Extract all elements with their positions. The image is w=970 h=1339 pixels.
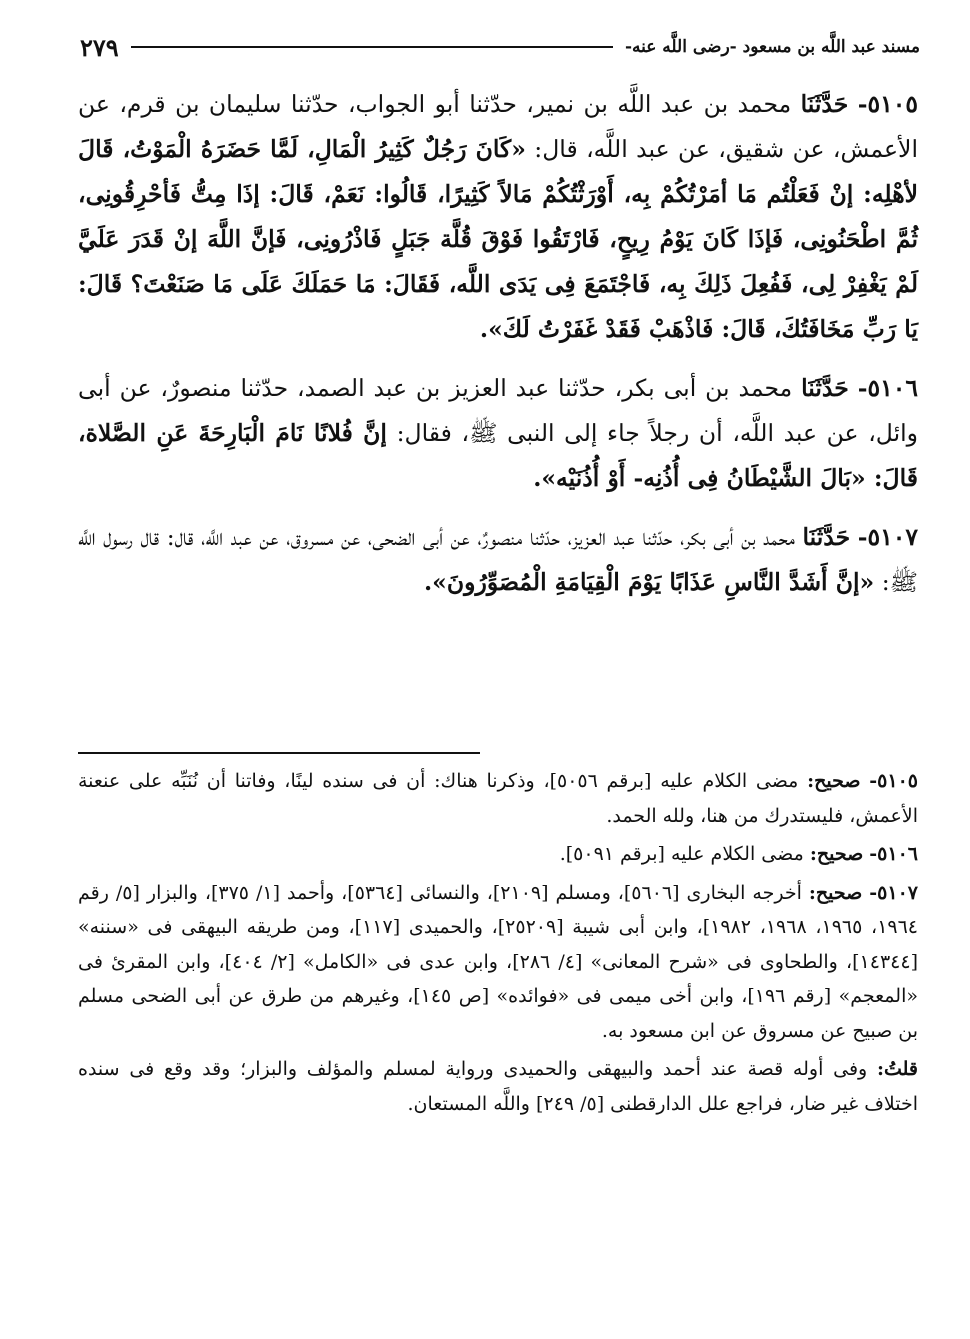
footnote-grade: صحيح: bbox=[807, 770, 861, 792]
footnotes bbox=[78, 764, 918, 1125]
hadith-body bbox=[78, 82, 918, 619]
page-number: ٢٧٩ bbox=[80, 32, 119, 62]
footnote-qult bbox=[78, 1052, 918, 1121]
footnote-5106 bbox=[78, 837, 918, 872]
footnote-number: ٥١٠٦- bbox=[869, 843, 918, 865]
footnote-text: وفى أوله قصة عند أحمد والبيهقى والحميدى ورواية لمسلم والمؤلف والبزار؛ وقد وقع فى سنده اختلاف غير ضار، فراجع علل الدارقطنى [٥/ ٢٤٩] واللَّه المستعان. bbox=[78, 1058, 918, 1115]
footnote-text: مضى الكلام عليه [برقم ٥٠٥٦]، وذكرنا هناك: أن فى سنده لينًا، وفاتنا أن نُنَبِّه على عنعنة الأعمش، فليستدرك من هنا، ولله الحمد. bbox=[78, 770, 918, 827]
hadith-number: ٥١٠٥- bbox=[857, 90, 918, 118]
haddathana: حَدَّثَنَا bbox=[801, 374, 849, 402]
isnad: محمد بن عبد اللَّه بن نمير، حدّثنا أبو الجواب، حدّثنا سليمان بن قرم، عن الأعمش، عن شقيق، عن عبد اللَّه، قال: bbox=[78, 90, 918, 163]
footnote-text: أخرجه البخارى [٥٦٠٦]، ومسلم [٢١٠٩]، والنسائى [٥٣٦٤]، وأحمد [١/ ٣٧٥]، والبزار [٥/ رقم ١٩٦٤، ١٩٦٥، ١٩٦٨، ١٩٨٢]، وابن أبى شيبة [٢٥٢٠٩]، والحميدى [١١٧]، ومن طريقه البيهقى فى «سننه» [١٤٣٤٤]، والطحاوى فى «شرح المعانى» [٤/ ٢٨٦]، وابن عدى فى «الكامل» [٢/ ٤٠٤]، وابن المقرئ فى «المعجم» [رقم ١٩٦]، وابن أخى ميمى فى «فوائده» [ص ١٤٥]، وغيرهم من طرق عن أبى الضحى مسلم بن صبيح عن مسروق عن ابن مسعود به. bbox=[78, 881, 919, 1042]
running-header bbox=[80, 34, 920, 60]
isnad: محمد بن أبى بكر، حدّثنا عبد العزيز بن عبد الصمد، حدّثنا منصورٌ، عن أبى وائل، عن عبد اللَّه، أن رجلاً جاء إلى النبى ﷺ، فقال: bbox=[78, 374, 918, 447]
isnad: محمد بن أبى بكر، حدّثنا عبد العزيز، حدّثنا منصورٌ، عن أبى الضحى، عن مسروق، عن عبد اللَّه، قال: قال رسول اللَّه ﷺ: bbox=[78, 523, 918, 596]
hadith-number: ٥١٠٦- bbox=[857, 374, 918, 402]
header-title: مسند عبد اللَّه بن مسعود -رضى اللَّه عنه- bbox=[624, 37, 920, 57]
footnote-number: ٥١٠٥- bbox=[869, 770, 918, 792]
footnote-separator bbox=[78, 752, 480, 754]
footnote-number: ٥١٠٧- bbox=[869, 881, 918, 904]
footnote-text: مضى الكلام عليه [برقم ٥٠٩١]. bbox=[559, 843, 804, 865]
hadith-number: ٥١٠٧- bbox=[857, 523, 918, 551]
hadith-5106 bbox=[78, 366, 918, 501]
footnote-5107 bbox=[78, 876, 918, 1049]
matn: «كَانَ رَجُلٌ كَثِيرُ الْمَالِ، لَمَّا حَضَرَهُ الْمَوْتُ، قَالَ لأهْلِه: إنْ فَعَلْتُم مَا أمَرْتُكُمْ بِه، أَوْرَثْتُكُمْ مَالاً كَثِيرًا، قَالُوا: نَعَمْ، قَالَ: إذَا مِتُّ فَأحْرِقُونِى، ثُمَّ اطْحَنُونِى، فَإذَا كَانَ يَوْمُ رِيحٍ، فَارْتَقُوا فَوْقَ قُلَّة جَبَلٍ فَاذْرُونِى، فَإنَّ اللَّهَ إنْ قَدَرَ عَلَيَّ لَمْ يَغْفِرْ لِى، فَفُعِلَ ذَلِكَ بِه، فَاجْتَمَعَ فِى يَدَى اللَّه، فَقَالَ: مَا حَمَلَكَ عَلَى مَا صَنَعْتَ؟ قَالَ: يَا رَبِّ مَخَافَتُكَ، قَالَ: فَاذْهَبْ فَقَدْ غَفَرْتُ لَكَ». bbox=[78, 135, 918, 343]
footnote-grade: صحيح: bbox=[808, 881, 863, 904]
haddathana: حَدَّثَنَا bbox=[802, 523, 851, 551]
matn: إنَّ فُلانًا نَامَ الْبَارِحَةَ عَنِ الصَّلاة، قَالَ: «بَالَ الشَّيْطَانُ فِى أُذُنِه- أَوْ أُذُنَيْه». bbox=[78, 419, 918, 492]
footnote-qult-label: قلتُ: bbox=[876, 1058, 918, 1080]
header-rule bbox=[131, 46, 613, 48]
hadith-5107 bbox=[78, 515, 918, 605]
footnote-grade: صحيح: bbox=[809, 843, 864, 865]
haddathana: حَدَّثَنَا bbox=[800, 90, 849, 118]
hadith-5105 bbox=[78, 82, 918, 352]
matn: «إنَّ أَشَدَّ النَّاسِ عَذَابًا يَوْمَ الْقِيَامَةِ الْمُصَوِّرُونَ». bbox=[424, 568, 875, 596]
footnote-5105 bbox=[78, 764, 918, 833]
